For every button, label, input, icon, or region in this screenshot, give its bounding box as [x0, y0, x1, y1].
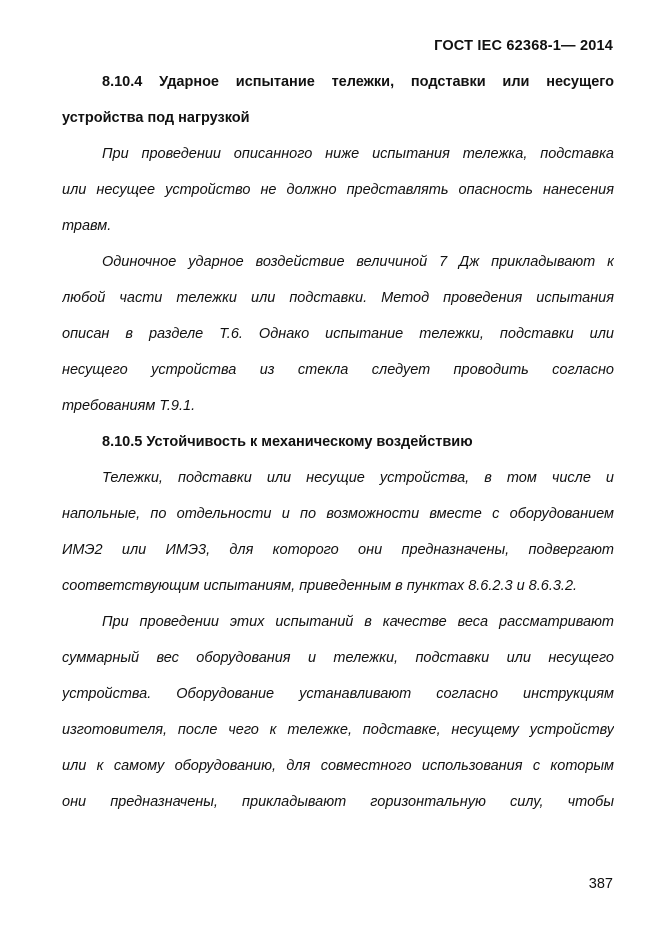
paragraph-line: При проведении этих испытаний в качестве веса рассматривают: [102, 614, 614, 630]
paragraph-line: ИМЭ2 или ИМЭ3, для которого они предназначены, подвергают: [62, 542, 614, 558]
paragraph-line: устройства. Оборудование устанавливают согласно инструкциям: [62, 686, 614, 702]
paragraph-line: они предназначены, прикладывают горизонтальную силу, чтобы: [62, 794, 614, 810]
paragraph-line: или к самому оборудованию, для совместного использования с которым: [62, 758, 614, 774]
paragraph-line: или несущее устройство не должно представлять опасность нанесения: [62, 182, 614, 198]
paragraph-line: травм.: [62, 218, 112, 234]
paragraph-line: несущего устройства из стекла следует проводить согласно: [62, 362, 614, 378]
paragraph-line: требованиям Т.9.1.: [62, 398, 196, 414]
section-heading-8-10-5: 8.10.5 Устойчивость к механическому воздействию: [102, 434, 473, 450]
document-header: ГОСТ IEC 62368-1— 2014: [434, 38, 613, 54]
page-number: 387: [588, 876, 613, 892]
document-body: [62, 70, 614, 826]
section-heading-8-10-4-line2: устройства под нагрузкой: [62, 110, 250, 126]
paragraph-line: описан в разделе Т.6. Однако испытание тележки, подставки или: [62, 326, 614, 342]
paragraph-line: соответствующим испытаниям, приведенным в пунктах 8.6.2.3 и 8.6.3.2.: [62, 578, 578, 594]
paragraph-line: При проведении описанного ниже испытания тележка, подставка: [102, 146, 614, 162]
paragraph-line: напольные, по отдельности и по возможности вместе с оборудованием: [62, 506, 614, 522]
paragraph-line: Одиночное ударное воздействие величиной 7 Дж прикладывают к: [102, 254, 614, 270]
paragraph-line: изготовителя, после чего к тележке, подставке, несущему устройству: [62, 722, 614, 738]
paragraph-line: суммарный вес оборудования и тележки, подставки или несущего: [62, 650, 614, 666]
section-heading-8-10-4-line1: 8.10.4 Ударное испытание тележки, подставки или несущего: [102, 74, 614, 90]
paragraph-line: любой части тележки или подставки. Метод проведения испытания: [62, 290, 614, 306]
paragraph-line: Тележки, подставки или несущие устройства, в том числе и: [102, 470, 614, 486]
